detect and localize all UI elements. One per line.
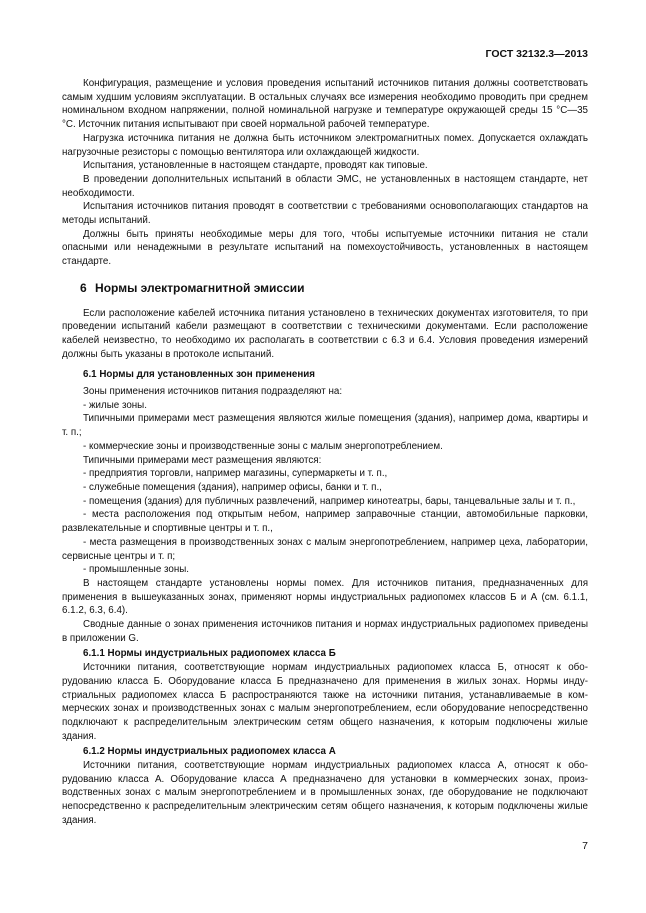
paragraph: Испытания источников питания проводят в соответствии с требованиями основополагающих стандартов на методы испытаний.: [62, 201, 588, 227]
list-item: - места размещения в производственных зонах с малым энергопотреблением, например цеха, лаборатории, сервисные центры и т. п;: [62, 536, 588, 562]
paragraph: В настоящем стандарте установлены нормы помех. Для источников питания, предназначенных для применения в вышеуказанных зонах, применяют нормы индустриальных радиопомех классов Б и А (см. 6.1.1, 6.1.2, 6.3, 6.4).: [62, 577, 588, 617]
list-item: - предприятия торговли, например магазины, супермаркеты и т. п.,: [83, 468, 388, 480]
paragraph: Зоны применения источников питания подразделяют на:: [83, 386, 343, 398]
paragraph: Если расположение кабелей источника питания установлено в технических документах изготовителя, то при проведении испытаний кабели размещают в соответствии с техническими документами. Если расположение кабелей неизвестно, то необходимо их располагать в соответствии с 6.3 и 6.4. Условия проведения измерений должны быть указаны в протоколе испытаний.: [62, 307, 588, 360]
paragraph: Испытания, установленные в настоящем стандарте, проводят как типовые.: [83, 160, 428, 172]
list-item: - коммерческие зоны и производственные зоны с малым энергопотреблением.: [83, 440, 443, 452]
paragraph: Нагрузка источника питания не должна быть источником электромагнитных помех. Допускается охлаждать нагрузочные резисторы с помощью вентилятора или охлаждающей жидкости.: [62, 132, 588, 158]
list-item: - места расположения под открытым небом, например заправочные станции, автомобильные парковки, развлекательные и спортивные центры и т. п.,: [62, 509, 588, 535]
paragraph: Источники питания, соответствующие нормам индустриальных радиопомех класса А, относят к оборудованию класса А. Оборудование класса А предназначено для установки в коммерческих зонах, производственных зонах с малым энергопотреблением и в промышленных зонах, где оборудование не подключают непосредственно к распределительным электрическим сетям общего назначения, к которым подключены жилые здания.: [62, 760, 588, 826]
subsection-heading: 6.1.1 Нормы индустриальных радиопомех класса Б: [83, 648, 336, 660]
paragraph: В проведении дополнительных испытаний в области ЭМС, не установленных в настоящем стандарте, нет необходимости.: [62, 173, 588, 199]
list-item: - жилые зоны.: [83, 399, 147, 411]
list-item: - помещения (здания) для публичных развлечений, например кинотеатры, бары, танцевальные залы и т. п.,: [83, 495, 576, 507]
paragraph: Типичными примерами мест размещения являются жилые помещения (здания), например дома, квартиры и т. п.;: [62, 413, 588, 439]
list-item: - служебные помещения (здания), например офисы, банки и т. п.,: [83, 481, 382, 493]
paragraph: Должны быть приняты необходимые меры для того, чтобы испытуемые источники питания не стали опасными или ненадежными в результате испытаний на помехоустойчивость, установленных в настоящем стандарте.: [62, 228, 588, 268]
subsection-heading: 6.1 Нормы для установленных зон применения: [83, 369, 315, 381]
page-content: [62, 77, 588, 828]
section-title: Нормы электромагнитной эмиссии: [95, 280, 305, 295]
paragraph: Сводные данные о зонах применения источников питания и нормах индустриальных радиопомех приведены в приложении G.: [62, 619, 588, 644]
paragraph: Источники питания, соответствующие нормам индустриальных радиопомех класса Б, относят к оборудованию класса Б. Оборудование класса Б предназначено для применения в жилых зонах. Нормы индустриальных радиопомех класса Б распространяются также на источники питания, устанавливаемые в коммерческих зонах и производственных зонах с малым энергопотреблением, если оборудование непосредственно подключают к распределительным электрическим сетям общего назначения, к которым подключены жилые здания.: [62, 662, 588, 742]
subsection-heading: 6.1.2 Нормы индустриальных радиопомех класса А: [83, 746, 336, 758]
paragraph: Типичными примерами мест размещения являются:: [83, 454, 322, 466]
page-number: 7: [582, 840, 588, 852]
list-item: - промышленные зоны.: [83, 564, 190, 576]
document-code: ГОСТ 32132.3—2013: [485, 48, 588, 60]
section-heading: [62, 282, 588, 296]
section-number: 6: [80, 280, 87, 295]
paragraph: Конфигурация, размещение и условия проведения испытаний источников питания должны соответствовать самым худшим условиям эксплуатации. В остальных случаях все измерения необходимо проводить при среднем номинальном входном напряжении, полной номинальной нагрузке и температуре окружающей среды 15 °С—35 °С. Источник питания испытывают при своей нормальной рабочей температуре.: [62, 78, 588, 131]
